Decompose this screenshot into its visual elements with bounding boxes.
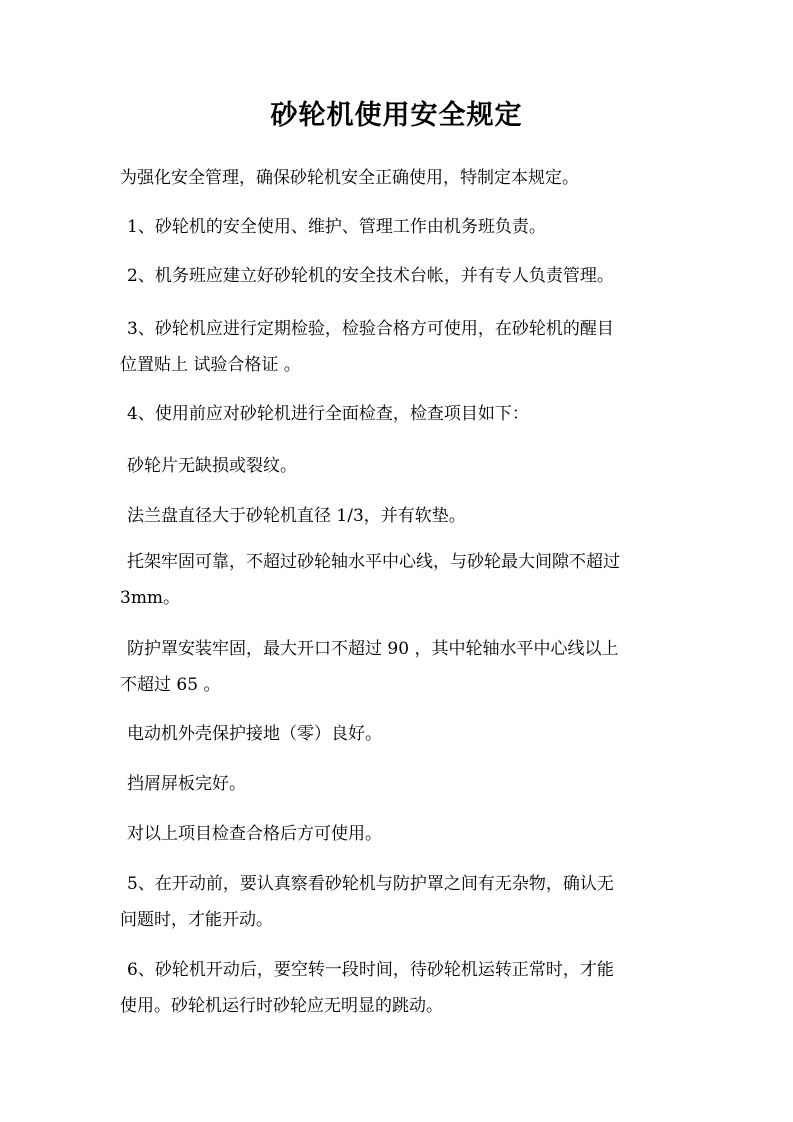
check-item-grounding [127,716,687,752]
paragraph-line: 为强化安全管理，确保砂轮机安全正确使用，特制定本规定。 [120,168,579,188]
paragraph-line: 使用。砂轮机运行时砂轮应无明显的跳动。 [120,996,443,1016]
rule-item-6 [120,952,687,1024]
check-item-wheel [127,448,687,484]
paragraph-line: 6、砂轮机开动后，要空转一段时间，待砂轮机运转正常时，才能 [127,960,614,980]
paragraph-line: 托架牢固可靠，不超过砂轮轴水平中心线，与砂轮最大间隙不超过 [127,552,620,572]
paragraph-line: 不超过 65 。 [120,675,221,695]
paragraph-line: 问题时，才能开动。 [120,910,273,930]
rule-item-2 [127,258,687,294]
intro-paragraph [120,160,680,196]
paragraph-line: 挡屑屏板完好。 [127,774,246,794]
paragraph-line: 4、使用前应对砂轮机进行全面检查，检查项目如下： [127,404,529,424]
paragraph-line: 位置贴上 试验合格证 。 [120,355,301,375]
check-item-bracket [120,544,687,616]
document-title: 砂轮机使用安全规定 [270,100,523,131]
rule-item-5 [120,866,687,938]
check-conclusion [127,816,687,852]
paragraph-line: 电动机外壳保护接地（零）良好。 [127,724,382,744]
paragraph-line: 3mm。 [120,588,181,608]
paragraph-line: 5、在开动前，要认真察看砂轮机与防护罩之间有无杂物，确认无 [127,874,614,894]
paragraph-line: 法兰盘直径大于砂轮机直径 1/3，并有软垫。 [127,506,466,526]
check-item-guard [120,631,687,703]
paragraph-line: 砂轮片无缺损或裂纹。 [127,456,297,476]
paragraph-line: 1、砂轮机的安全使用、维护、管理工作由机务班负责。 [127,217,546,237]
paragraph-line: 对以上项目检查合格后方可使用。 [127,824,382,844]
rule-item-1 [127,209,687,245]
rule-item-3 [120,311,687,383]
paragraph-line: 2、机务班应建立好砂轮机的安全技术台帐，并有专人负责管理。 [127,266,614,286]
paragraph-line: 3、砂轮机应进行定期检验，检验合格方可使用，在砂轮机的醒目 [127,319,614,339]
rule-item-4 [127,396,687,432]
paragraph-line: 防护罩安装牢固，最大开口不超过 90 ，其中轮轴水平中心线以上 [127,639,619,659]
check-item-shield [127,766,687,802]
check-item-flange [127,498,687,534]
